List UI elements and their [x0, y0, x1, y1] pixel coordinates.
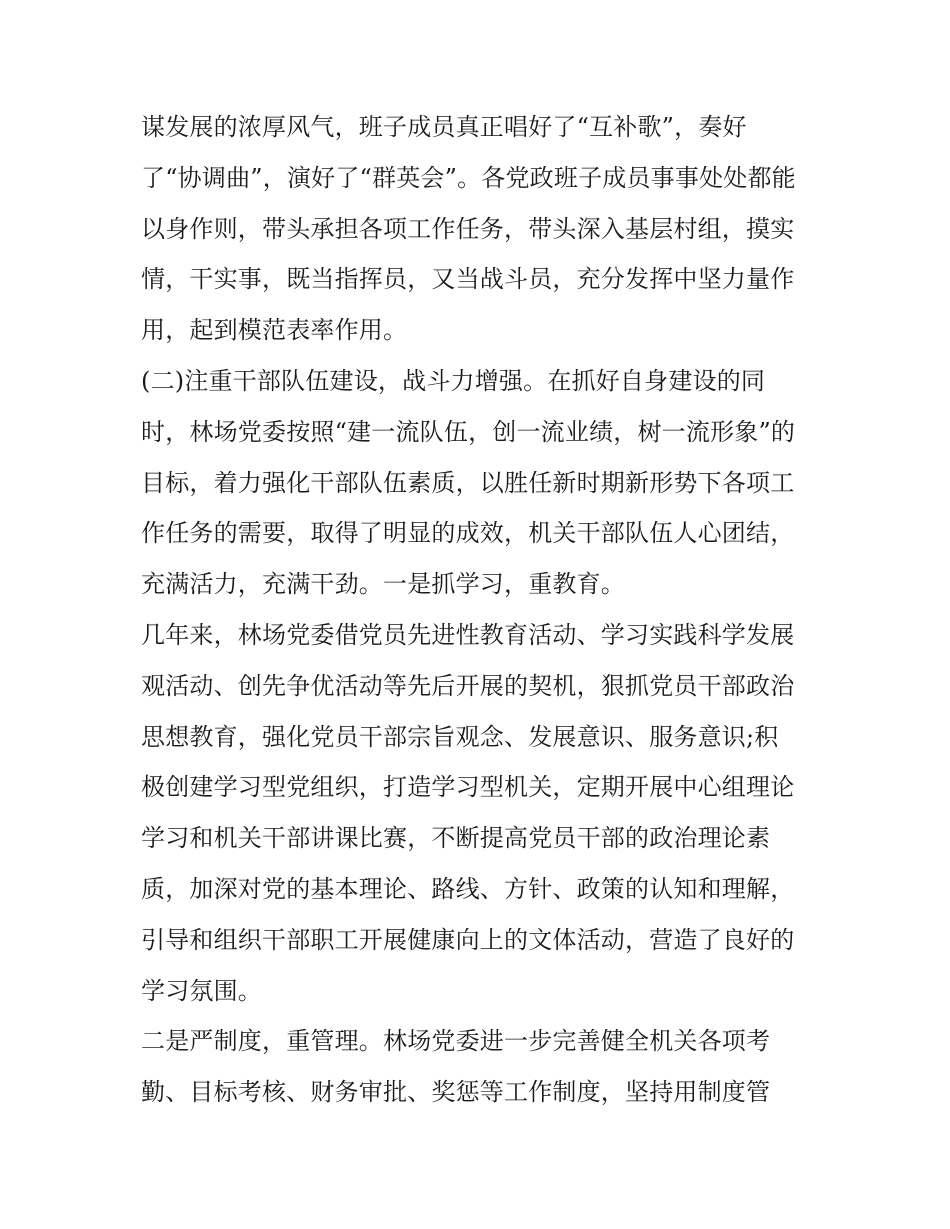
text-line: 思想教育，强化党员干部宗旨观念、发展意识、服务意识;积: [141, 722, 779, 751]
text-line: 学习氛围。: [141, 976, 262, 1005]
text-line: 了“协调曲”，演好了“群英会”。各党政班子成员事事处处都能: [141, 163, 796, 192]
text-line: 观活动、创先争优活动等先后开展的契机，狠抓党员干部政治: [141, 671, 795, 700]
text-line: 极创建学习型党组织，打造学习型机关，定期开展中心组理论: [141, 773, 795, 802]
text-line: 用，起到模范表率作用。: [141, 316, 408, 345]
text-line: 时，林场党委按照“建一流队伍，创一流业绩，树一流形象”的: [141, 417, 796, 446]
text-line: 学习和机关干部讲课比赛，不断提高党员干部的政治理论素: [141, 824, 771, 853]
text-line: 作任务的需要，取得了明显的成效，机关干部队伍人心团结，: [141, 519, 795, 548]
text-line: 二是严制度，重管理。林场党委进一步完善健全机关各项考: [141, 1027, 771, 1056]
text-line: 质，加深对党的基本理论、路线、方针、政策的认知和理解，: [141, 874, 795, 903]
text-line: 充满活力，充满干劲。一是抓学习，重教育。: [141, 570, 625, 599]
text-line: (二)注重干部队伍建设，战斗力增强。在抓好自身建设的同: [141, 366, 766, 395]
text-line: 引导和组织干部职工开展健康向上的文体活动，营造了良好的: [141, 925, 795, 954]
text-line: 勤、目标考核、财务审批、奖惩等工作制度，坚持用制度管: [141, 1078, 771, 1107]
text-line: 以身作则，带头承担各项工作任务，带头深入基层村组，摸实: [141, 214, 795, 243]
text-line: 谋发展的浓厚风气，班子成员真正唱好了“互补歌”，奏好: [141, 113, 747, 141]
text-line: 情，干实事，既当指挥员，又当战斗员，充分发挥中坚力量作: [141, 265, 795, 294]
text-line: 几年来，林场党委借党员先进性教育活动、学习实践科学发展: [141, 620, 795, 649]
text-line: 目标，着力强化干部队伍素质，以胜任新时期新形势下各项工: [141, 468, 795, 497]
document-body: [141, 102, 821, 1118]
